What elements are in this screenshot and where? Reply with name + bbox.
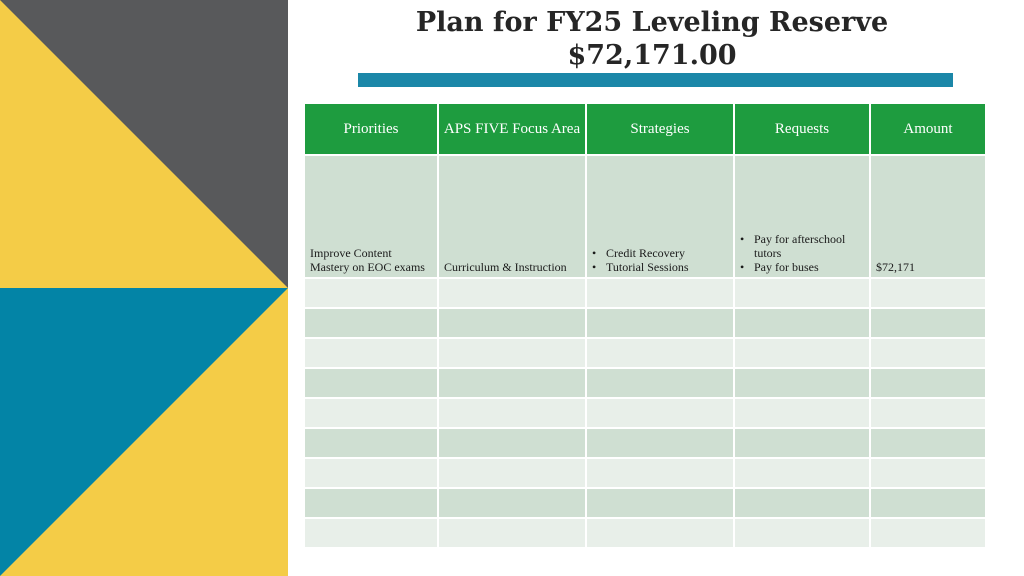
- cell-amount: $72,171: [870, 155, 985, 278]
- table-row: [305, 155, 985, 278]
- empty-cell: [305, 308, 438, 338]
- empty-cell: [586, 428, 734, 458]
- header-amount: Amount: [870, 104, 985, 155]
- empty-cell: [870, 518, 985, 548]
- table-row: [305, 398, 985, 428]
- empty-cell: [438, 518, 586, 548]
- empty-cell: [438, 338, 586, 368]
- request-item: • Pay for buses: [740, 260, 864, 274]
- header-requests: Requests: [734, 104, 870, 155]
- empty-cell: [734, 398, 870, 428]
- leveling-reserve-table: [305, 104, 985, 549]
- empty-cell: [870, 398, 985, 428]
- title-line-2: $72,171.00: [567, 40, 737, 71]
- empty-cell: [870, 428, 985, 458]
- empty-cell: [870, 368, 985, 398]
- empty-cell: [305, 278, 438, 308]
- request-item: • Pay for afterschool tutors: [740, 232, 864, 260]
- empty-cell: [305, 488, 438, 518]
- table-row: [305, 368, 985, 398]
- empty-cell: [438, 458, 586, 488]
- empty-cell: [870, 458, 985, 488]
- page-title: [340, 6, 964, 72]
- empty-cell: [734, 458, 870, 488]
- cell-focus-area: Curriculum & Instruction: [438, 155, 586, 278]
- cell-priority: Improve Content Mastery on EOC exams: [305, 155, 438, 278]
- empty-cell: [305, 338, 438, 368]
- empty-cell: [438, 488, 586, 518]
- title-underline-bar: [358, 73, 953, 87]
- header-focus-area: APS FIVE Focus Area: [438, 104, 586, 155]
- empty-cell: [586, 278, 734, 308]
- empty-cell: [586, 518, 734, 548]
- empty-cell: [870, 338, 985, 368]
- empty-cell: [734, 428, 870, 458]
- table-row: [305, 428, 985, 458]
- empty-cell: [734, 488, 870, 518]
- header-strategies: Strategies: [586, 104, 734, 155]
- empty-cell: [438, 278, 586, 308]
- table-row: [305, 488, 985, 518]
- empty-cell: [870, 488, 985, 518]
- table-header-row: [305, 104, 985, 155]
- table-row: [305, 458, 985, 488]
- empty-cell: [438, 398, 586, 428]
- title-line-1: Plan for FY25 Leveling Reserve: [415, 7, 889, 38]
- strategy-item: • Credit Recovery: [592, 246, 728, 260]
- strategies-list: [592, 246, 728, 274]
- empty-cell: [586, 308, 734, 338]
- strategy-item: • Tutorial Sessions: [592, 260, 728, 274]
- empty-cell: [305, 368, 438, 398]
- empty-cell: [438, 428, 586, 458]
- empty-cell: [870, 278, 985, 308]
- empty-cell: [586, 488, 734, 518]
- empty-cell: [734, 308, 870, 338]
- empty-cell: [586, 458, 734, 488]
- empty-cell: [870, 308, 985, 338]
- empty-cell: [305, 518, 438, 548]
- empty-cell: [305, 398, 438, 428]
- table-row: [305, 518, 985, 548]
- cell-requests: [734, 155, 870, 278]
- empty-cell: [734, 518, 870, 548]
- empty-cell: [305, 458, 438, 488]
- empty-cell: [305, 428, 438, 458]
- empty-cell: [438, 368, 586, 398]
- table-row: [305, 278, 985, 308]
- decorative-triangles: [0, 0, 288, 576]
- empty-cell: [734, 338, 870, 368]
- empty-cell: [734, 278, 870, 308]
- empty-cell: [586, 398, 734, 428]
- empty-cell: [586, 338, 734, 368]
- requests-list: [740, 232, 864, 274]
- table-row: [305, 338, 985, 368]
- table-row: [305, 308, 985, 338]
- empty-cell: [438, 308, 586, 338]
- cell-strategies: [586, 155, 734, 278]
- empty-cell: [734, 368, 870, 398]
- empty-cell: [586, 368, 734, 398]
- header-priorities: Priorities: [305, 104, 438, 155]
